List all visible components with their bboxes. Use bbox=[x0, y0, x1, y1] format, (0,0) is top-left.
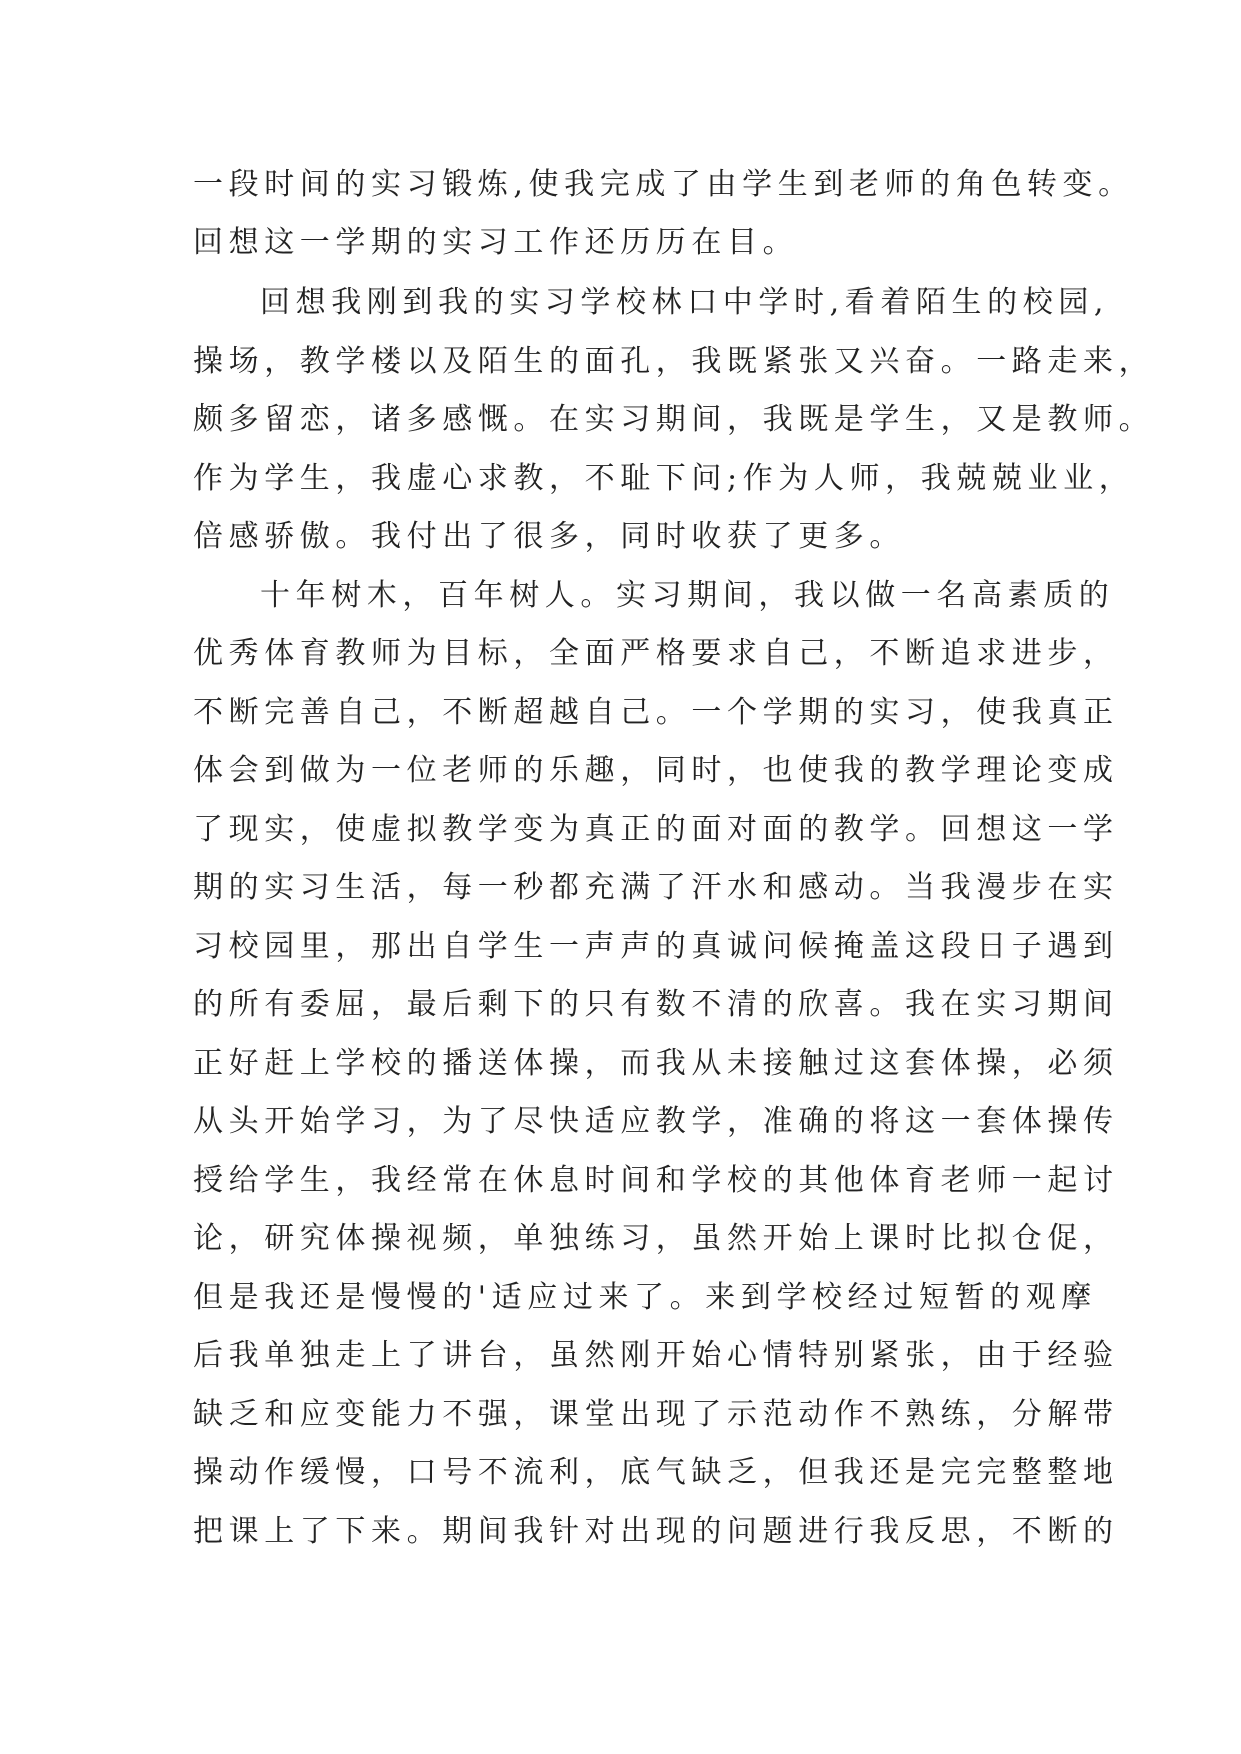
paragraph-line: 颇多留恋，诸多感慨。在实习期间，我既是学生，又是教师。 bbox=[193, 402, 1155, 437]
paragraph-line: 回想我刚到我的实习学校林口中学时,看着陌生的校园, bbox=[260, 285, 1110, 320]
paragraph-line: 的所有委屈，最后剩下的只有数不清的欣喜。我在实习期间 bbox=[193, 987, 1119, 1022]
paragraph-line: 了现实，使虚拟教学变为真正的面对面的教学。回想这一学 bbox=[193, 812, 1119, 847]
paragraph-line: 缺乏和应变能力不强，课堂出现了示范动作不熟练，分解带 bbox=[193, 1397, 1119, 1432]
paragraph-line: 习校园里，那出自学生一声声的真诚问候掩盖这段日子遇到 bbox=[193, 929, 1119, 964]
paragraph-line: 从头开始学习，为了尽快适应教学，准确的将这一套体操传 bbox=[193, 1104, 1119, 1139]
paragraph-line: 操场，教学楼以及陌生的面孔，我既紧张又兴奋。一路走来， bbox=[193, 344, 1155, 379]
paragraph-line: 正好赶上学校的播送体操，而我从未接触过这套体操，必须 bbox=[193, 1046, 1119, 1081]
paragraph-line: 优秀体育教师为目标，全面严格要求自己，不断追求进步， bbox=[193, 636, 1119, 671]
paragraph-line: 操动作缓慢，口号不流利，底气缺乏，但我还是完完整整地 bbox=[193, 1455, 1119, 1490]
paragraph-line: 期的实习生活，每一秒都充满了汗水和感动。当我漫步在实 bbox=[193, 870, 1119, 905]
paragraph-line: 但是我还是慢慢的'适应过来了。来到学校经过短暂的观摩 bbox=[193, 1280, 1097, 1315]
paragraph-line: 授给学生，我经常在休息时间和学校的其他体育老师一起讨 bbox=[193, 1163, 1119, 1198]
paragraph-line: 论，研究体操视频，单独练习，虽然开始上课时比拟仓促， bbox=[193, 1221, 1119, 1256]
paragraph-line: 作为学生，我虚心求教，不耻下问;作为人师，我兢兢业业， bbox=[193, 461, 1135, 496]
paragraph-line: 倍感骄傲。我付出了很多，同时收获了更多。 bbox=[193, 519, 905, 554]
paragraph-line: 十年树木，百年树人。实习期间，我以做一名高素质的 bbox=[260, 578, 1115, 613]
paragraph-line: 一段时间的实习锻炼,使我完成了由学生到老师的角色转变。 bbox=[193, 167, 1134, 202]
paragraph-line: 不断完善自己，不断超越自己。一个学期的实习，使我真正 bbox=[193, 695, 1119, 730]
paragraph-line: 回想这一学期的实习工作还历历在目。 bbox=[193, 225, 799, 260]
paragraph-line: 后我单独走上了讲台，虽然刚开始心情特别紧张，由于经验 bbox=[193, 1338, 1119, 1373]
paragraph-line: 体会到做为一位老师的乐趣，同时，也使我的教学理论变成 bbox=[193, 753, 1119, 788]
paragraph-line: 把课上了下来。期间我针对出现的问题进行我反思，不断的 bbox=[193, 1514, 1119, 1549]
